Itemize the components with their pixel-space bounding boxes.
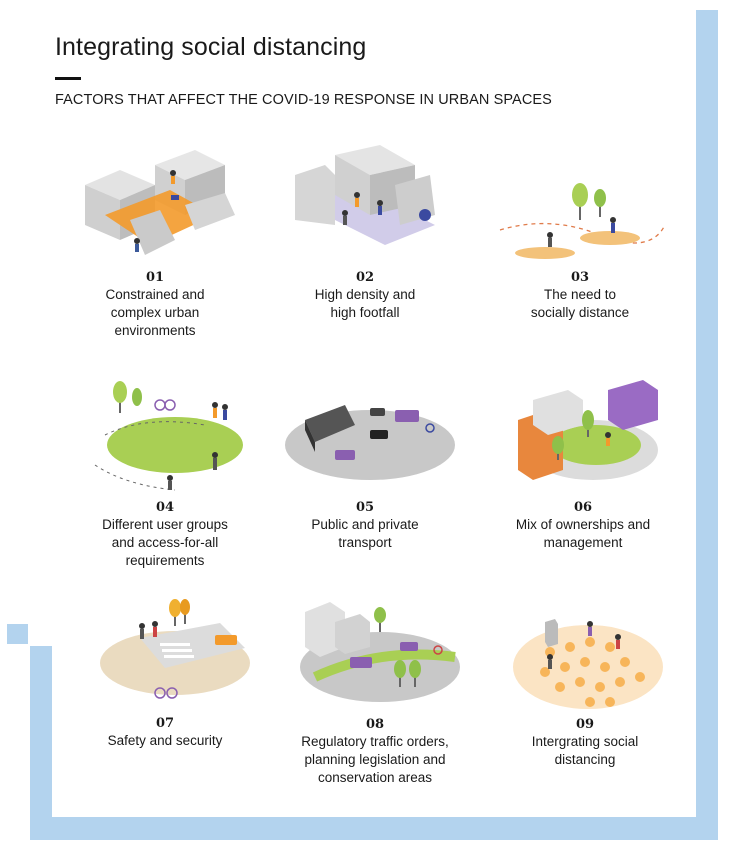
- factor-card-07: [70, 598, 260, 750]
- frame-bottom-bar: [30, 817, 718, 840]
- factor-card-08: [280, 602, 470, 787]
- factor-card-09: [490, 602, 680, 769]
- factor-label: Mix of ownerships and management: [515, 517, 651, 550]
- title-underline: [55, 77, 81, 80]
- factor-label: Different user groups and access-for-all requirements: [102, 517, 228, 568]
- factor-label: Intergrating social distancing: [531, 734, 639, 767]
- factor-number: 09: [575, 717, 595, 732]
- park-users-illustration: [85, 375, 245, 500]
- factor-label: Public and private transport: [311, 517, 419, 550]
- mixed-buildings-illustration: [498, 375, 668, 500]
- factor-number: 08: [365, 717, 385, 732]
- factor-label: The need to socially distance: [530, 287, 630, 320]
- factor-label: Safety and security: [107, 733, 223, 748]
- distanced-walkers-illustration: [490, 145, 670, 270]
- factor-label: High density and high footfall: [314, 287, 416, 320]
- factor-number: 06: [573, 500, 593, 515]
- factor-label: Regulatory traffic orders, planning legislation and conservation areas: [301, 734, 449, 785]
- frame-left-bar: [30, 646, 52, 840]
- factor-card-01: [60, 145, 250, 340]
- crossing-safety-illustration: [80, 598, 250, 716]
- regulated-road-illustration: [290, 602, 460, 717]
- factor-card-03: [485, 145, 675, 322]
- factor-number: 07: [155, 716, 175, 731]
- factor-label: Constrained and complex urban environments: [105, 287, 205, 338]
- factor-number: 05: [355, 500, 375, 515]
- factor-number: 02: [355, 270, 375, 285]
- isometric-buildings-illustration: [75, 145, 235, 270]
- page-subtitle: FACTORS THAT AFFECT THE COVID-19 RESPONSE IN URBAN SPACES: [55, 92, 552, 108]
- factor-card-02: [270, 145, 460, 322]
- road-traffic-illustration: [275, 380, 455, 500]
- distancing-circles-illustration: [500, 602, 670, 717]
- busy-street-illustration: [285, 145, 445, 270]
- page-title: Integrating social distancing: [55, 33, 367, 61]
- factor-number: 04: [155, 500, 175, 515]
- factor-card-06: [488, 375, 678, 552]
- frame-right-bar: [696, 10, 718, 840]
- factor-card-04: [70, 375, 260, 570]
- factor-number: 03: [570, 270, 590, 285]
- frame-notch: [7, 624, 28, 644]
- factor-card-05: [270, 380, 460, 552]
- factor-number: 01: [145, 270, 165, 285]
